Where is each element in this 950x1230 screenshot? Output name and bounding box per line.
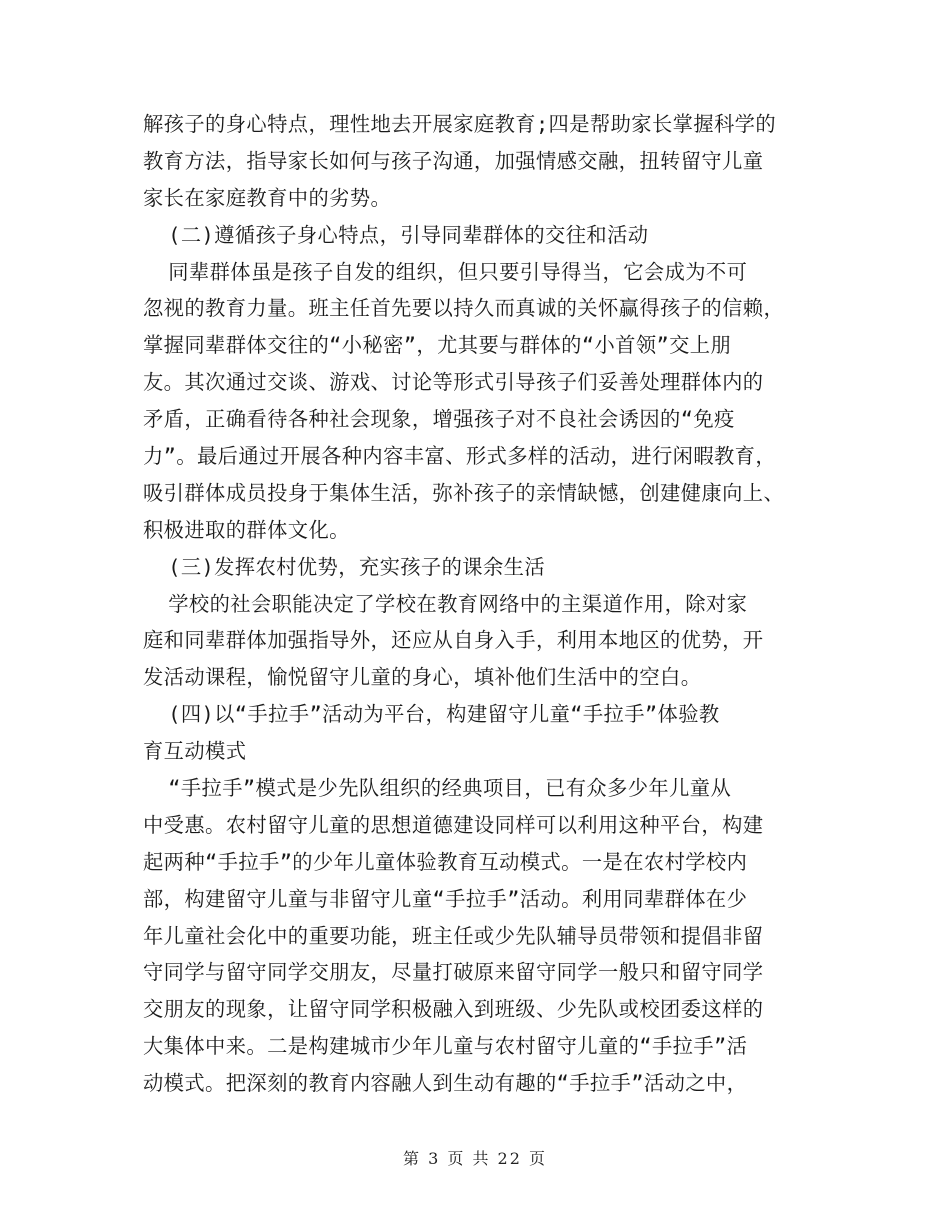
text-line: (三)发挥农村优势，充实孩子的课余生活 <box>143 554 546 579</box>
text-line: 友。其次通过交谈、游戏、讨论等形式引导孩子们妥善处理群体内的 <box>143 370 764 395</box>
text-line: (四)以“手拉手”活动为平台，构建留守儿童“手拉手”体验教 <box>143 702 720 727</box>
text-line: (二)遵循孩子身心特点，引导同辈群体的交往和活动 <box>143 222 649 247</box>
text-line: 起两种“手拉手”的少年儿童体验教育互动模式。一是在农村学校内 <box>143 849 748 874</box>
text-line: 家长在家庭教育中的劣势。 <box>143 185 392 210</box>
text-line: 动模式。把深刻的教育内容融人到生动有趣的“手拉手”活动之中， <box>143 1071 748 1096</box>
text-line: 大集体中来。二是构建城市少年儿童与农村留守儿童的“手拉手”活 <box>143 1034 748 1059</box>
text-line: 掌握同辈群体交往的“小秘密”，尤其要与群体的“小首领”交上朋 <box>143 333 732 358</box>
text-line: 教育方法，指导家长如何与孩子沟通，加强情感交融，扭转留守儿童 <box>143 148 764 173</box>
text-line: 吸引群体成员投身于集体生活，弥补孩子的亲情缺憾，创建健康向上、 <box>143 480 785 505</box>
text-line: 矛盾，正确看待各种社会现象，增强孩子对不良社会诱因的“免疫 <box>143 407 735 432</box>
text-line: 中受惠。农村留守儿童的思想道德建设同样可以利用这种平台，构建 <box>143 812 764 837</box>
page-footer: 第 3 页 共 22 页 <box>403 1149 547 1168</box>
text-line: 积极进取的群体文化。 <box>143 517 350 542</box>
text-line: 交朋友的现象，让留守同学积极融入到班级、少先队或校团委这样的 <box>143 997 764 1022</box>
text-line: 发活动课程，愉悦留守儿童的身心，填补他们生活中的空白。 <box>143 665 702 690</box>
text-line: “手拉手”模式是少先队组织的经典项目，已有众多少年儿童从 <box>143 776 732 801</box>
text-line: 部，构建留守儿童与非留守儿童“手拉手”活动。利用同辈群体在少 <box>143 886 748 911</box>
text-line: 守同学与留守同学交朋友，尽量打破原来留守同学一般只和留守同学 <box>143 960 764 985</box>
body-text <box>143 106 809 1102</box>
text-line: 年儿童社会化中的重要功能，班主任或少先队辅导员带领和提倡非留 <box>143 923 764 948</box>
text-line: 庭和同辈群体加强指导外，还应从自身入手，利用本地区的优势，开 <box>143 628 764 653</box>
text-line: 育互动模式 <box>143 739 247 764</box>
text-line: 同辈群体虽是孩子自发的组织，但只要引导得当，它会成为不可 <box>143 259 748 284</box>
text-line: 力”。最后通过开展各种内容丰富、形式多样的活动，进行闲暇教育， <box>143 444 777 469</box>
text-line: 解孩子的身心特点，理性地去开展家庭教育;四是帮助家长掌握科学的 <box>143 112 777 136</box>
text-line: 忽视的教育力量。班主任首先要以持久而真诚的关怀赢得孩子的信赖， <box>143 296 785 321</box>
text-line: 学校的社会职能决定了学校在教育网络中的主渠道作用，除对家 <box>143 591 748 616</box>
